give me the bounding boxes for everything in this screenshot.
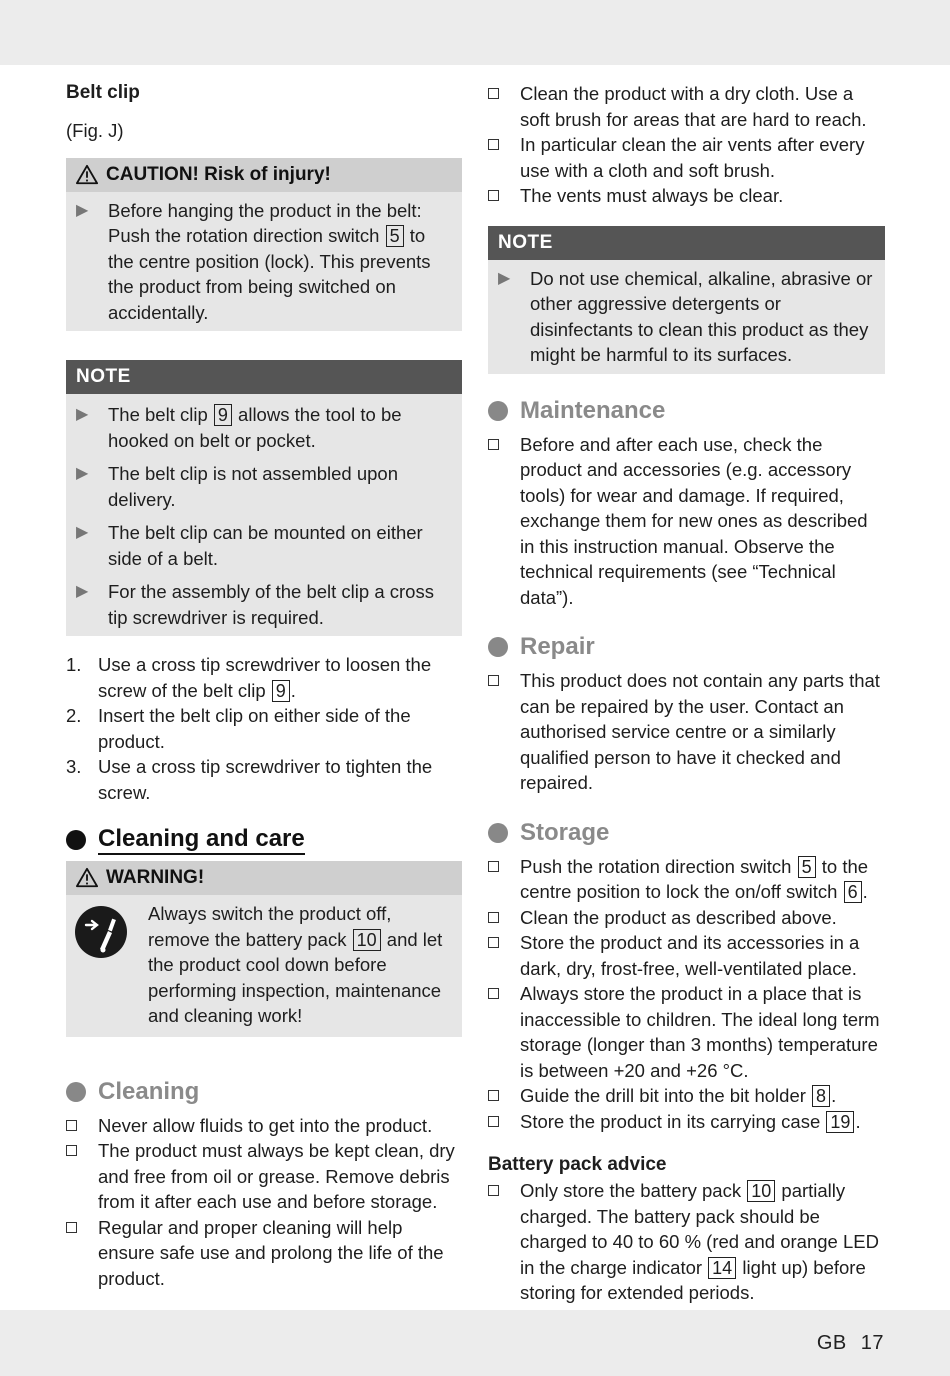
storage-1-b: to the centre position to lock the on/off switch xyxy=(520,855,869,902)
warning-text-a: Always switch the product off, remove the battery pack xyxy=(148,903,392,950)
right-column xyxy=(488,81,885,1306)
step-item xyxy=(66,703,462,754)
step-number: 3. xyxy=(66,756,82,777)
triangle-bullet-icon: ▶ xyxy=(76,465,89,482)
step-item xyxy=(66,652,462,703)
checkbox-bullet-icon xyxy=(488,183,520,209)
checkbox-bullet-icon xyxy=(488,854,520,905)
page-number: 17 xyxy=(860,1332,884,1354)
part-number-ref: 8 xyxy=(812,1085,830,1107)
clean-item-3: The vents must always be clear. xyxy=(520,185,784,206)
storage-6-b: . xyxy=(855,1110,861,1132)
checkbox-bullet-icon xyxy=(488,981,520,1083)
triangle-bullet-icon: ▶ xyxy=(76,583,89,600)
clean-item-1: Clean the product with a dry cloth. Use a soft brush for areas that are hard to reach. xyxy=(520,83,867,130)
list-item xyxy=(488,1178,885,1306)
page-footer xyxy=(803,1332,884,1355)
list-item xyxy=(66,1113,462,1139)
clean-list xyxy=(488,81,885,209)
cleaning-item-3: Regular and proper cleaning will help ensure safe use and prolong the life of the product. xyxy=(98,1216,444,1289)
note-header: NOTE xyxy=(488,226,885,260)
maintenance-title: Maintenance xyxy=(520,396,666,424)
list-item xyxy=(488,132,885,183)
maintenance-text: Before and after each use, check the product and accessories (e.g. accessory tools) for wear and damage. If required, exchange them for new ones as described in this instruction manual. Observe the technical requirements (see “Technical data”). xyxy=(520,433,868,608)
checkbox-bullet-icon xyxy=(488,1083,520,1109)
list-item xyxy=(488,930,885,981)
note-item-2: The belt clip is not assembled upon delivery. xyxy=(108,463,399,510)
checkbox-bullet-icon xyxy=(488,930,520,981)
checkbox-bullet-icon xyxy=(488,1178,520,1306)
checkbox-bullet-icon xyxy=(66,1113,98,1139)
part-number-ref: 9 xyxy=(214,404,232,426)
list-item xyxy=(488,183,885,209)
caution-box xyxy=(66,158,462,332)
list-item xyxy=(488,981,885,1083)
repair-heading xyxy=(488,630,885,664)
checkbox-bullet-icon xyxy=(488,432,520,611)
step-number: 1. xyxy=(66,654,82,675)
checkbox-bullet-icon xyxy=(66,1215,98,1292)
storage-title: Storage xyxy=(520,818,610,846)
note-text: Do not use chemical, alkaline, abrasive or other aggressive detergents or disinfectants to clean this product as they might be harmful to its surfaces. xyxy=(530,267,873,365)
step-3-text: Use a cross tip screwdriver to tighten the screw. xyxy=(98,756,433,803)
cleaning-and-care-title: Cleaning and care xyxy=(98,825,305,855)
storage-3: Store the product and its accessories in a dark, dry, frost-free, well-ventilated place. xyxy=(520,932,860,979)
maintenance-heading xyxy=(488,394,885,428)
section-bullet-icon xyxy=(66,830,86,850)
list-item xyxy=(488,432,885,611)
figure-reference: (Fig. J) xyxy=(66,120,124,141)
checkbox-bullet-icon xyxy=(66,1138,98,1215)
note-item xyxy=(76,461,452,512)
note-box xyxy=(488,226,885,374)
assembly-steps xyxy=(66,652,462,805)
section-bullet-icon xyxy=(488,401,508,421)
storage-5-a: Guide the drill bit into the bit holder xyxy=(520,1085,806,1106)
battery-text-a: Only store the battery pack xyxy=(520,1180,742,1201)
cleaning-list xyxy=(66,1113,462,1292)
checkbox-bullet-icon xyxy=(488,668,520,796)
cleaning-heading xyxy=(66,1075,462,1109)
cleaning-title: Cleaning xyxy=(98,1077,200,1105)
storage-5-b: . xyxy=(831,1085,837,1106)
storage-1-a: Push the rotation direction switch xyxy=(520,855,792,877)
storage-2: Clean the product as described above. xyxy=(520,906,837,928)
warning-box xyxy=(66,861,462,1037)
part-number-ref: 5 xyxy=(798,856,816,878)
storage-4: Always store the product in a place that is inaccessible to children. The ideal long term storage (longer than 3 months) temperature is between +20 and +26 °C. xyxy=(520,983,880,1081)
clean-item-2: In particular clean the air vents after every use with a cloth and soft brush. xyxy=(520,134,865,181)
part-number-ref: 19 xyxy=(826,1111,854,1133)
triangle-bullet-icon: ▶ xyxy=(76,201,89,219)
checkbox-bullet-icon xyxy=(488,1109,520,1135)
part-number-ref: 10 xyxy=(747,1180,775,1202)
note-box xyxy=(66,360,462,636)
warning-triangle-icon xyxy=(76,164,98,186)
section-bullet-icon xyxy=(488,637,508,657)
note-header: NOTE xyxy=(66,360,462,394)
triangle-bullet-icon: ▶ xyxy=(498,269,511,287)
list-item xyxy=(488,1109,885,1135)
part-number-ref: 9 xyxy=(272,680,290,702)
checkbox-bullet-icon xyxy=(488,132,520,183)
part-number-ref: 5 xyxy=(386,225,404,247)
caution-header xyxy=(66,158,462,192)
part-number-ref: 14 xyxy=(708,1257,736,1279)
note-item xyxy=(76,579,452,630)
step-2-text: Insert the belt clip on either side of the product. xyxy=(98,705,411,752)
caution-text-b: to the centre position (lock). This prevents the product from being switched on accidentally. xyxy=(108,225,431,323)
disconnect-plug-icon xyxy=(74,905,128,959)
checkbox-bullet-icon xyxy=(488,905,520,931)
step-1-text-b: . xyxy=(290,679,296,701)
note-item xyxy=(498,266,875,368)
cleaning-item-2: The product must always be kept clean, dry and free from oil or grease. Remove debris from it after each use and before storage. xyxy=(98,1140,455,1212)
list-item xyxy=(66,1215,462,1292)
list-item xyxy=(488,905,885,931)
triangle-bullet-icon: ▶ xyxy=(76,524,89,541)
warning-title: WARNING! xyxy=(106,867,205,888)
list-item xyxy=(488,81,885,132)
battery-text-c: light up) before storing for extended periods. xyxy=(520,1256,866,1303)
checkbox-bullet-icon xyxy=(488,81,520,132)
storage-list xyxy=(488,854,885,1135)
section-bullet-icon xyxy=(66,1082,86,1102)
battery-pack-heading: Battery pack advice xyxy=(488,1154,667,1175)
note-item-3: The belt clip can be mounted on either side of a belt. xyxy=(108,522,423,569)
language-code: GB xyxy=(816,1332,847,1354)
storage-1-c: . xyxy=(862,881,868,902)
list-item xyxy=(66,1138,462,1215)
battery-text-b: partially charged. The battery pack should be charged to 40 to 60 % (red and orange LED in the charge indicator xyxy=(520,1180,879,1278)
repair-text: This product does not contain any parts that can be repaired by the user. Contact an authorised service centre or a similarly qualified person to have it checked and repaired. xyxy=(520,670,880,793)
repair-title: Repair xyxy=(520,633,595,660)
part-number-ref: 10 xyxy=(353,929,381,951)
note-item xyxy=(76,520,452,571)
note-item xyxy=(76,402,452,453)
section-bullet-icon xyxy=(488,823,508,843)
warning-header xyxy=(66,861,462,895)
list-item xyxy=(488,854,885,905)
left-column xyxy=(66,78,462,1291)
warning-triangle-icon xyxy=(76,867,98,889)
storage-heading xyxy=(488,816,885,850)
caution-item xyxy=(76,198,452,326)
storage-6-a: Store the product in its carrying case xyxy=(520,1110,821,1132)
note-item-4: For the assembly of the belt clip a cross tip screwdriver is required. xyxy=(108,581,434,628)
step-item xyxy=(66,754,462,805)
warning-text-b: and let the product cool down before performing inspection, maintenance and cleaning work! xyxy=(148,928,443,1026)
cleaning-item-1: Never allow fluids to get into the product. xyxy=(98,1114,433,1136)
top-band xyxy=(0,0,950,65)
caution-text-a: Before hanging the product in the belt: Push the rotation direction switch xyxy=(108,199,422,246)
triangle-bullet-icon: ▶ xyxy=(76,406,89,423)
step-1-text-a: Use a cross tip screwdriver to loosen the screw of the belt clip xyxy=(98,654,432,701)
part-number-ref: 6 xyxy=(844,881,862,903)
note-item-1-b: allows the tool to be hooked on belt or pocket. xyxy=(108,404,402,451)
list-item xyxy=(488,668,885,796)
cleaning-and-care-heading xyxy=(66,825,462,855)
step-number: 2. xyxy=(66,705,82,726)
note-item-1-a: The belt clip xyxy=(108,404,208,425)
caution-title: CAUTION! Risk of injury! xyxy=(106,163,331,185)
list-item xyxy=(488,1083,885,1109)
belt-clip-heading: Belt clip xyxy=(66,82,140,103)
